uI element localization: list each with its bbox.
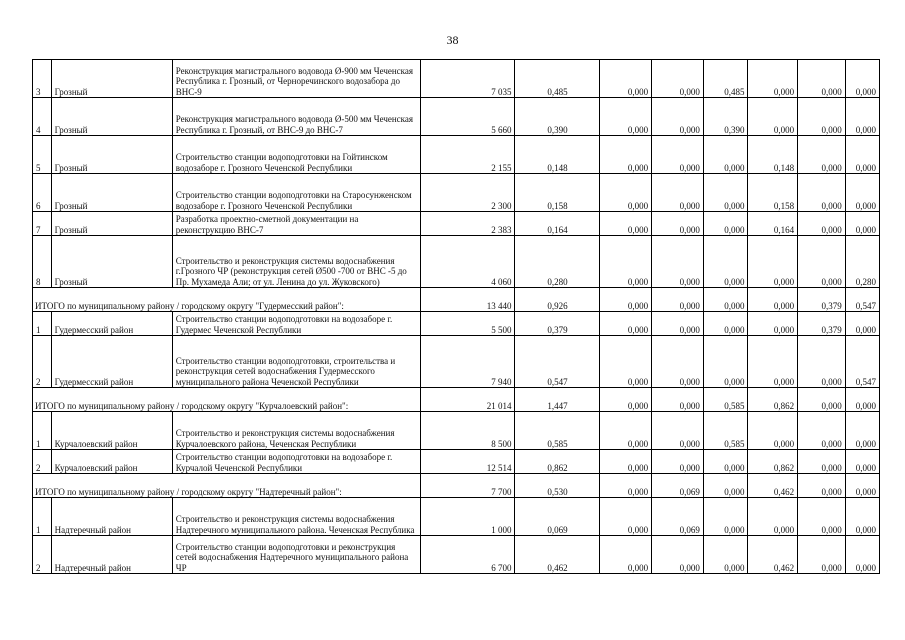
total-value-cell: 0,379 <box>515 312 600 336</box>
row-number: 1 <box>33 412 52 450</box>
year-value-cell: 0,000 <box>845 174 879 212</box>
cost-cell: 6 700 <box>421 536 515 574</box>
year-value-cell: 0,000 <box>600 412 652 450</box>
table-body <box>33 60 880 574</box>
total-value-cell: 0,462 <box>515 536 600 574</box>
table-row <box>33 312 880 336</box>
year-value-cell: 0,000 <box>600 98 652 136</box>
year-value-cell: 0,000 <box>798 498 846 536</box>
description-cell: Строительство станции водоподготовки на Гойтинском водозаборе г. Грозного Чеченской Республики <box>172 136 421 174</box>
cost-cell: 2 300 <box>421 174 515 212</box>
year-value-cell: 0,000 <box>748 288 798 312</box>
total-value-cell: 0,069 <box>515 498 600 536</box>
year-value-cell: 0,379 <box>798 312 846 336</box>
total-value-cell: 0,585 <box>515 412 600 450</box>
year-value-cell: 0,000 <box>798 136 846 174</box>
year-value-cell: 0,000 <box>798 236 846 288</box>
year-value-cell: 0,148 <box>748 136 798 174</box>
total-value-cell: 0,547 <box>515 336 600 388</box>
year-value-cell: 0,000 <box>652 288 704 312</box>
cost-cell: 7 035 <box>421 60 515 98</box>
year-value-cell: 0,000 <box>845 312 879 336</box>
municipality-cell: Грозный <box>51 174 172 212</box>
year-value-cell: 0,547 <box>845 288 879 312</box>
description-cell: Строительство станции водоподготовки, строительства и реконструкция сетей водоснабжения Гудермесского муниципального района Чеченской Республики <box>172 336 421 388</box>
cost-cell: 4 060 <box>421 236 515 288</box>
municipality-cell: Курчалоевский район <box>51 412 172 450</box>
year-value-cell: 0,390 <box>703 98 748 136</box>
total-label: ИТОГО по муниципальному району / городскому округу "Надтеречный район": <box>33 474 421 498</box>
year-value-cell: 0,000 <box>845 474 879 498</box>
table-row <box>33 98 880 136</box>
year-value-cell: 0,000 <box>748 498 798 536</box>
year-value-cell: 0,000 <box>703 474 748 498</box>
row-number: 1 <box>33 498 52 536</box>
year-value-cell: 0,485 <box>703 60 748 98</box>
total-row <box>33 288 880 312</box>
year-value-cell: 0,000 <box>748 336 798 388</box>
total-row <box>33 388 880 412</box>
year-value-cell: 0,000 <box>748 236 798 288</box>
year-value-cell: 0,000 <box>703 288 748 312</box>
total-value-cell: 0,926 <box>515 288 600 312</box>
year-value-cell: 0,000 <box>748 98 798 136</box>
year-value-cell: 0,000 <box>845 60 879 98</box>
year-value-cell: 0,000 <box>798 536 846 574</box>
year-value-cell: 0,000 <box>703 450 748 474</box>
row-number: 2 <box>33 336 52 388</box>
year-value-cell: 0,000 <box>748 60 798 98</box>
year-value-cell: 0,000 <box>845 98 879 136</box>
description-cell: Реконструкция магистрального водовода Ø-900 мм Чеченская Республика г. Грозный, от Черноречинского водозабора до ВНС-9 <box>172 60 421 98</box>
year-value-cell: 0,000 <box>845 412 879 450</box>
year-value-cell: 0,000 <box>600 236 652 288</box>
year-value-cell: 0,000 <box>703 236 748 288</box>
description-cell: Реконструкция магистрального водовода Ø-500 мм Чеченская Республика г. Грозный, от ВНС-9 до ВНС-7 <box>172 98 421 136</box>
description-cell: Строительство и реконструкция системы водоснабжения г.Грозного ЧР (реконструкция сетей Ø500 -700 от ВНС -5 до Пр. Мухамеда Али; от ул. Ленина до ул. Жуковского) <box>172 236 421 288</box>
cost-cell: 1 000 <box>421 498 515 536</box>
row-number: 5 <box>33 136 52 174</box>
municipality-cell: Курчалоевский район <box>51 450 172 474</box>
year-value-cell: 0,000 <box>703 336 748 388</box>
total-value-cell: 0,390 <box>515 98 600 136</box>
year-value-cell: 0,000 <box>703 312 748 336</box>
year-value-cell: 0,000 <box>652 412 704 450</box>
description-cell: Строительство станции водоподготовки на Старосунженском водозаборе г. Грозного Чеченской Республики <box>172 174 421 212</box>
municipality-cell: Гудермесский район <box>51 336 172 388</box>
cost-cell: 13 440 <box>421 288 515 312</box>
municipality-cell: Надтеречный район <box>51 498 172 536</box>
year-value-cell: 0,164 <box>748 212 798 236</box>
year-value-cell: 0,000 <box>748 412 798 450</box>
total-value-cell: 0,862 <box>515 450 600 474</box>
year-value-cell: 0,000 <box>600 336 652 388</box>
total-value-cell: 0,485 <box>515 60 600 98</box>
cost-cell: 21 014 <box>421 388 515 412</box>
year-value-cell: 0,000 <box>652 212 704 236</box>
table-row <box>33 450 880 474</box>
year-value-cell: 0,000 <box>703 136 748 174</box>
total-value-cell: 0,148 <box>515 136 600 174</box>
year-value-cell: 0,000 <box>600 450 652 474</box>
year-value-cell: 0,000 <box>600 388 652 412</box>
year-value-cell: 0,000 <box>600 136 652 174</box>
year-value-cell: 0,000 <box>798 98 846 136</box>
year-value-cell: 0,000 <box>845 536 879 574</box>
total-value-cell: 0,530 <box>515 474 600 498</box>
row-number: 2 <box>33 536 52 574</box>
year-value-cell: 0,000 <box>652 336 704 388</box>
year-value-cell: 0,069 <box>652 474 704 498</box>
year-value-cell: 0,379 <box>798 288 846 312</box>
year-value-cell: 0,000 <box>600 312 652 336</box>
year-value-cell: 0,000 <box>652 136 704 174</box>
description-cell: Строительство станции водоподготовки и реконструкция сетей водоснабжения Надтеречного муниципального района ЧР <box>172 536 421 574</box>
cost-cell: 12 514 <box>421 450 515 474</box>
year-value-cell: 0,000 <box>600 212 652 236</box>
cost-cell: 7 940 <box>421 336 515 388</box>
year-value-cell: 0,069 <box>652 498 704 536</box>
municipality-cell: Грозный <box>51 60 172 98</box>
year-value-cell: 0,000 <box>798 412 846 450</box>
year-value-cell: 0,000 <box>652 450 704 474</box>
year-value-cell: 0,000 <box>652 388 704 412</box>
year-value-cell: 0,000 <box>845 498 879 536</box>
table-row <box>33 498 880 536</box>
year-value-cell: 0,280 <box>845 236 879 288</box>
investment-table <box>32 59 880 574</box>
page-number: 38 <box>446 33 459 47</box>
row-number: 1 <box>33 312 52 336</box>
description-cell: Строительство станции водоподготовки на водозаборе г. Курчалой Чеченской Республики <box>172 450 421 474</box>
total-value-cell: 1,447 <box>515 388 600 412</box>
description-cell: Строительство и реконструкция системы водоснабжения Надтеречного муниципального района. Чеченская Республика <box>172 498 421 536</box>
row-number: 7 <box>33 212 52 236</box>
year-value-cell: 0,000 <box>798 212 846 236</box>
year-value-cell: 0,862 <box>748 388 798 412</box>
cost-cell: 2 155 <box>421 136 515 174</box>
total-label: ИТОГО по муниципальному району / городскому округу "Гудермесский район": <box>33 288 421 312</box>
table-row <box>33 136 880 174</box>
row-number: 3 <box>33 60 52 98</box>
total-label: ИТОГО по муниципальному району / городскому округу "Курчалоевский район": <box>33 388 421 412</box>
total-value-cell: 0,158 <box>515 174 600 212</box>
year-value-cell: 0,000 <box>845 450 879 474</box>
year-value-cell: 0,000 <box>798 474 846 498</box>
table-row <box>33 174 880 212</box>
cost-cell: 5 500 <box>421 312 515 336</box>
year-value-cell: 0,862 <box>748 450 798 474</box>
year-value-cell: 0,000 <box>845 212 879 236</box>
year-value-cell: 0,585 <box>703 412 748 450</box>
year-value-cell: 0,000 <box>748 312 798 336</box>
total-value-cell: 0,280 <box>515 236 600 288</box>
year-value-cell: 0,000 <box>652 312 704 336</box>
municipality-cell: Надтеречный район <box>51 536 172 574</box>
total-row <box>33 474 880 498</box>
year-value-cell: 0,000 <box>600 60 652 98</box>
row-number: 4 <box>33 98 52 136</box>
cost-cell: 8 500 <box>421 412 515 450</box>
description-cell: Разработка проектно-сметной документации на реконструкцию ВНС-7 <box>172 212 421 236</box>
description-cell: Строительство станции водоподготовки на водозаборе г. Гудермес Чеченской Республики <box>172 312 421 336</box>
table-row <box>33 336 880 388</box>
cost-cell: 5 660 <box>421 98 515 136</box>
table-row <box>33 212 880 236</box>
row-number: 8 <box>33 236 52 288</box>
year-value-cell: 0,000 <box>703 212 748 236</box>
year-value-cell: 0,000 <box>600 536 652 574</box>
year-value-cell: 0,585 <box>703 388 748 412</box>
year-value-cell: 0,000 <box>845 136 879 174</box>
year-value-cell: 0,462 <box>748 474 798 498</box>
year-value-cell: 0,000 <box>845 388 879 412</box>
year-value-cell: 0,000 <box>652 60 704 98</box>
year-value-cell: 0,000 <box>652 536 704 574</box>
year-value-cell: 0,000 <box>798 336 846 388</box>
table-row <box>33 412 880 450</box>
table-row <box>33 236 880 288</box>
year-value-cell: 0,000 <box>703 498 748 536</box>
year-value-cell: 0,000 <box>798 450 846 474</box>
municipality-cell: Грозный <box>51 98 172 136</box>
year-value-cell: 0,000 <box>652 236 704 288</box>
year-value-cell: 0,000 <box>600 474 652 498</box>
year-value-cell: 0,547 <box>845 336 879 388</box>
year-value-cell: 0,000 <box>798 174 846 212</box>
year-value-cell: 0,462 <box>748 536 798 574</box>
row-number: 2 <box>33 450 52 474</box>
year-value-cell: 0,000 <box>798 388 846 412</box>
table-row <box>33 60 880 98</box>
municipality-cell: Грозный <box>51 236 172 288</box>
year-value-cell: 0,000 <box>600 288 652 312</box>
total-value-cell: 0,164 <box>515 212 600 236</box>
cost-cell: 7 700 <box>421 474 515 498</box>
year-value-cell: 0,000 <box>652 98 704 136</box>
year-value-cell: 0,158 <box>748 174 798 212</box>
year-value-cell: 0,000 <box>703 536 748 574</box>
cost-cell: 2 383 <box>421 212 515 236</box>
year-value-cell: 0,000 <box>798 60 846 98</box>
description-cell: Строительство и реконструкция системы водоснабжения Курчалоевского района, Чеченская Республики <box>172 412 421 450</box>
year-value-cell: 0,000 <box>652 174 704 212</box>
municipality-cell: Гудермесский район <box>51 312 172 336</box>
municipality-cell: Грозный <box>51 212 172 236</box>
row-number: 6 <box>33 174 52 212</box>
table-row <box>33 536 880 574</box>
year-value-cell: 0,000 <box>600 498 652 536</box>
year-value-cell: 0,000 <box>703 174 748 212</box>
municipality-cell: Грозный <box>51 136 172 174</box>
year-value-cell: 0,000 <box>600 174 652 212</box>
